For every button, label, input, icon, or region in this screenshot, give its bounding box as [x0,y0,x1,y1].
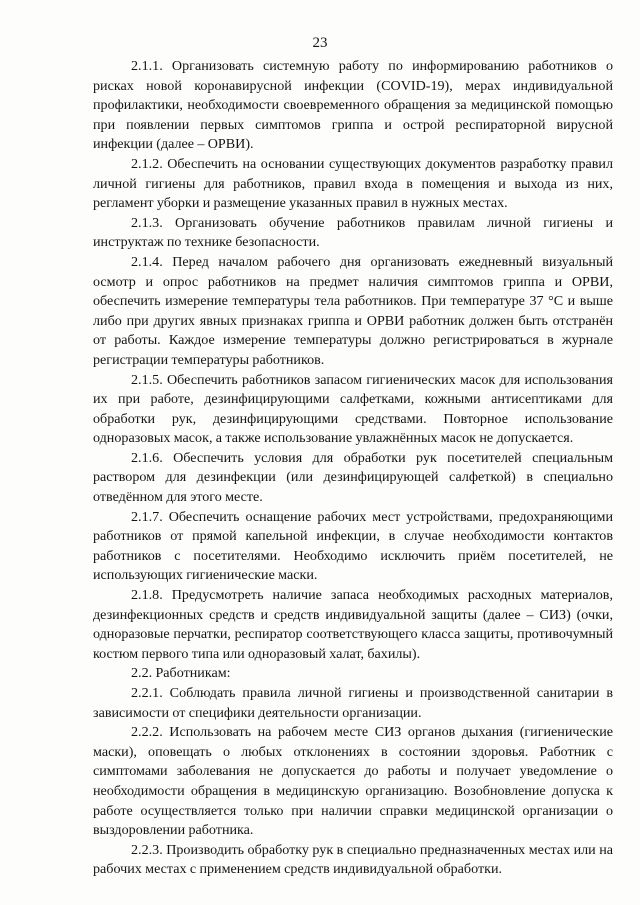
paragraph-2-1-6: 2.1.6. Обеспечить условия для обработки рук посетителей специальным раствором для дезинфекции (или дезинфицирующей салфеткой) в специально отведённом для этого месте. [93,449,613,506]
paragraph-2-2-3: 2.2.3. Производить обработку рук в специально предназначенных местах или на рабочих местах с применением средств индивидуальной обработки. [93,841,613,878]
paragraph-2-1-8: 2.1.8. Предусмотреть наличие запаса необходимых расходных материалов, дезинфекционных средств и средств индивидуальной защиты (далее – СИЗ) (очки, одноразовые перчатки, респиратор соответствующего класса защиты, противочумный костюм первого типа или одноразовый халат, бахилы). [93,587,613,662]
section-heading-2-2: 2.2. Работникам: [131,665,231,682]
paragraph-2-1-1: 2.1.1. Организовать системную работу по информированию работников о рисках новой коронавирусной инфекции (COVID-19), мерах индивидуальной профилактики, необходимости своевременного обращения за медицинской помощью при появлении первых симптомов гриппа и острой респираторной вирусной инфекции (далее – ОРВИ). [93,58,613,153]
paragraph-2-2-2: 2.2.2. Использовать на рабочем месте СИЗ органов дыхания (гигиенические маски), оповещать о любых отклонениях в состоянии здоровья. Работник с симптомами заболевания не допускается до работы и получает уведомление о необходимости обращения в медицинскую организацию. Возобновление допуска к работе осуществляется только при наличии справки медицинской организации о выздоровлении работника. [93,724,613,839]
page-number: 23 [312,35,328,51]
paragraph-2-1-7: 2.1.7. Обеспечить оснащение рабочих мест устройствами, предохраняющими работников от прямой капельной инфекции, в случае необходимости контактов работников с посетителями. Необходимо исключить приём посетителей, не использующих гигиенические маски. [93,508,613,584]
paragraph-2-1-2: 2.1.2. Обеспечить на основании существующих документов разработку правил личной гигиены для работников, правил входа в помещения и выхода из них, регламент уборки и размещение указанных правил в нужных местах. [93,155,613,212]
paragraph-2-1-3: 2.1.3. Организовать обучение работников правилам личной гигиены и инструктаж по технике безопасности. [93,214,613,251]
paragraph-2-2-1: 2.2.1. Соблюдать правила личной гигиены и производственной санитарии в зависимости от специфики деятельности организации. [93,685,613,721]
paragraph-2-1-4: 2.1.4. Перед началом рабочего дня организовать ежедневный визуальный осмотр и опрос работников на предмет наличия симптомов гриппа и ОРВИ, обеспечить измерение температуры тела работников. При температуре 37 °С и выше либо при других явных признаках гриппа и ОРВИ работник должен быть отстранён от работы. Каждое измерение температуры должно регистрироваться в журнале регистрации температуры работников. [93,253,613,368]
document-body [93,57,613,880]
paragraph-2-1-5: 2.1.5. Обеспечить работников запасом гигиенических масок для использования их при работе, дезинфицирующими салфетками, кожными антисептиками для обработки рук, дезинфицирующими средствами. Повторное использование одноразовых масок, а также использование увлажнённых масок не допускается. [93,371,613,447]
